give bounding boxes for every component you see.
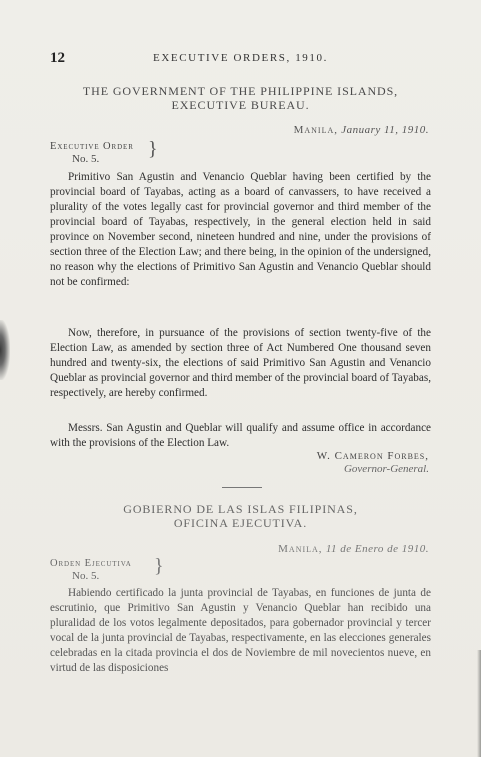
english-date-place: Manila,	[293, 124, 339, 136]
spanish-order-label	[50, 557, 132, 583]
spanish-heading-line1: GOBIERNO DE LAS ISLAS FILIPINAS,	[123, 502, 358, 516]
english-order-label	[50, 140, 134, 166]
english-order-brace: }	[148, 138, 158, 160]
spanish-dateline	[278, 543, 429, 555]
english-paragraph-2: Now, therefore, in pursuance of the provisions of section twenty-five of the Election Law, as amended by section three of Act Numbered One thousand seven hundred and twenty-six, the elections of said Primitivo San Agustin and Venancio Queblar as provincial governor and third member of the provincial board of Tayabas, respectively, are hereby confirmed.	[50, 327, 431, 399]
spanish-heading	[50, 502, 431, 530]
english-order-line1: Executive Order	[50, 141, 134, 152]
english-signatory-title: Governor-General.	[343, 463, 429, 475]
english-signatory: W. Cameron Forbes,	[316, 450, 429, 462]
running-title: EXECUTIVE ORDERS, 1910.	[153, 52, 328, 64]
running-head	[50, 52, 431, 68]
page-number: 12	[50, 50, 65, 66]
english-heading-line1: THE GOVERNMENT OF THE PHILIPPINE ISLANDS,	[82, 84, 399, 98]
binding-shadow	[0, 320, 10, 380]
english-heading-line2: EXECUTIVE BUREAU.	[171, 98, 310, 112]
english-heading	[50, 84, 431, 112]
spanish-order-brace: }	[154, 555, 164, 577]
spanish-date: 11 de Enero de 1910.	[325, 543, 429, 555]
spanish-paragraph-1: Habiendo certificado la junta provincial de Tayabas, en funciones de junta de escrutinio, que Primitivo San Agustin y Venancio Queblar han recibido una pluralidad de los votos legalmente depositados, para gobernador provincial y tercer vocal de la junta provincial de Tayabas, respectivamente, en las elecciones generales celebradas en la citada provincia el dos de Noviembre de mil novecientos nueve, en virtud de las disposiciones	[50, 587, 431, 674]
english-dateline	[294, 124, 429, 136]
english-paragraph-3: Messrs. San Agustin and Queblar will qualify and assume office in accordance with the provisions of the Election Law.	[50, 422, 431, 449]
section-divider	[222, 487, 262, 488]
english-date: January 11, 1910.	[341, 124, 429, 136]
english-order-line2: No. 5.	[72, 153, 100, 165]
spanish-date-place: Manila,	[278, 543, 323, 555]
spanish-heading-line2: OFICINA EJECUTIVA.	[173, 516, 308, 530]
spanish-order-line1: Orden Ejecutiva	[50, 558, 132, 569]
english-paragraph-1: Primitivo San Agustin and Venancio Queblar having been certified by the provincial board of Tayabas, acting as a board of canvassers, to have received a plurality of the votes legally cast for provincial governor and third member of the provincial board of Tayabas, respectively, in the general election held in said province on November second, nineteen hundred and nine, under the provisions of section three of the Election Law; and there being, in the opinion of the undersigned, no reason why the elections of Primitivo San Agustin and Venancio Queblar should not be confirmed:	[50, 171, 431, 288]
page-edge	[477, 650, 481, 757]
spanish-order-line2: No. 5.	[72, 570, 100, 582]
